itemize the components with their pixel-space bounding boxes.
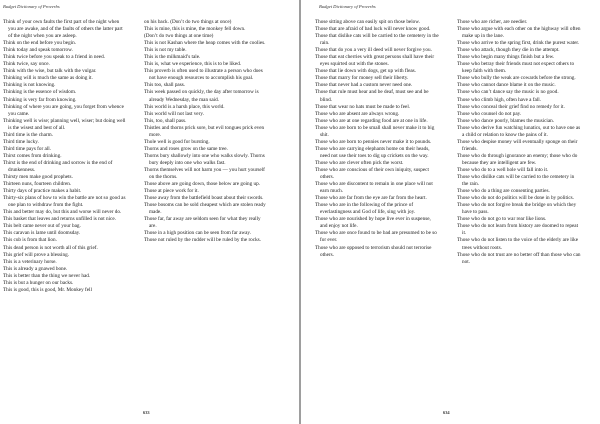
proverb-entry: This is good, this is good, Mr. Monkey fell bbox=[3, 286, 92, 293]
proverb-entry: This grief will prove a blessing. bbox=[3, 251, 69, 258]
proverb-entry: Those who climb high, often have a fall. bbox=[457, 96, 541, 103]
proverb-entry: Those who begin many things finish but a few. bbox=[457, 54, 555, 61]
proverb-entry: Think today and speak tomorrow. bbox=[3, 47, 73, 54]
proverb-entry: Thirteen nuns, fourteen children. bbox=[3, 181, 72, 188]
proverb-entry: This is not my table. bbox=[144, 47, 187, 54]
proverb-entry: Those who derive fun watching lunatics, out to have one as a child or relation to know the pains of it. bbox=[457, 124, 581, 138]
proverb-entry: Those sitting above can easily spit on those below. bbox=[315, 19, 420, 25]
proverb-entry: Think twice before you speak to a friend in need. bbox=[3, 54, 105, 61]
proverb-entry: Those who attack, though they die in the attempt. bbox=[457, 47, 560, 54]
proverb-entry: Those who arrive to the spring first, drink the purest water. bbox=[457, 40, 580, 47]
proverb-entry: This belt came never out of your bag. bbox=[3, 223, 81, 230]
proverb-entry: Thirst is the end of drinking and sorrow is the end of drunkenness. bbox=[3, 159, 113, 173]
proverb-entry: Thinking of where you are going, you forget from whence you came. bbox=[3, 103, 124, 117]
proverb-entry: Those who are once found to be bad are presumed to be so for ever. bbox=[315, 230, 437, 244]
proverb-entry: Those at piece work for it. bbox=[144, 188, 199, 195]
left-page-column-2 bbox=[144, 19, 268, 245]
proverb-entry: Those who can’t dance say the music is no good. bbox=[457, 89, 559, 96]
proverb-entry: Those who are absent are always wrong. bbox=[315, 110, 400, 117]
proverb-entry: This proverb is often used to illustrate a person who does not have enough resources to accomplish his goal. bbox=[144, 68, 263, 82]
proverb-entry: Those away from the battlefield boast about their swords. bbox=[144, 195, 264, 202]
proverb-entry: Thinking is not knowing. bbox=[3, 82, 56, 89]
proverb-entry: Those that are afraid of bad luck will never know good. bbox=[315, 26, 431, 33]
proverb-entry: Those who do not forgive break the bridge on which they have to pass. bbox=[457, 202, 577, 216]
proverb-entry: Those who are richer, are needier. bbox=[457, 19, 528, 25]
proverb-entry: This is a veterinary horse. bbox=[3, 258, 57, 265]
proverb-entry: Those that never had a custom never need one. bbox=[315, 82, 413, 89]
proverb-entry: This basket that leaves and returns unfilled is not nice. bbox=[3, 216, 116, 223]
proverb-entry: Third time pays for all. bbox=[3, 145, 51, 152]
proverb-entry: Those that eat cherries with great persons shall have their eyes squirted out with the stones. bbox=[315, 54, 435, 68]
proverb-entry: on his back. (Don’t do two things at once) bbox=[144, 19, 232, 25]
proverb-entry: This, too, shall pass. bbox=[144, 117, 187, 124]
proverb-entry: Those that marry for money sell their liberty. bbox=[315, 75, 409, 82]
proverb-entry: Thirty-six plans of how to win the battle are not so good as one plan to withdraw from the fight. bbox=[3, 195, 126, 209]
proverb-entry: Thorns themselves will not harm you — you hurt yourself on the thorns. bbox=[144, 166, 265, 181]
proverb-entry: Those who bully the weak are cowards before the strong. bbox=[457, 75, 576, 82]
proverb-entry: Those that do you a very ill deed will never forgive you. bbox=[315, 47, 432, 54]
left-page bbox=[0, 0, 299, 424]
proverb-entry: Those who are opposed to terrorism should not terrorise others. bbox=[315, 244, 432, 258]
proverb-entry: This is, what we experience, this is to be liked. bbox=[144, 61, 242, 68]
proverb-entry: Those who are nourished by hope live ever in suspense, and enjoy not life. bbox=[315, 216, 431, 230]
proverb-entry: Those who argue with each other on the highway will often make up in the lane. bbox=[457, 26, 581, 40]
proverb-entry: Those far, far away are seldom seen for what they really are. bbox=[144, 216, 261, 230]
right-page-column-1 bbox=[315, 19, 439, 259]
proverb-entry: Think with the wise, but talk with the vulgar. bbox=[3, 68, 97, 75]
proverb-entry: Those who do a thing are consenting parties. bbox=[457, 188, 550, 195]
proverb-entry: Thorns bury shallowly into one who walks slowly. Thorns bury deeply into one who walks fast. bbox=[144, 152, 265, 166]
proverb-entry: This cub is from that lion. bbox=[3, 237, 57, 244]
proverb-entry: Those who betray their friends must not expect others to keep faith with them. bbox=[457, 61, 575, 75]
proverb-entry: Those who do not trust are no better off than those who can not. bbox=[457, 251, 581, 265]
proverb-entry: Those in a high position can be seen from far away. bbox=[144, 230, 251, 237]
proverb-entry: Those that wear no hats must be made to feel. bbox=[315, 103, 411, 110]
proverb-entry: Those who are in the following of the prince of everlastingness and God of life, sing with joy. bbox=[315, 202, 416, 216]
proverb-entry: Those that rule must hear and be deaf, must see and be blind. bbox=[315, 89, 429, 103]
proverb-entry: Those who cannot dance blame it on the music. bbox=[457, 82, 556, 89]
proverb-entry: Those who are at one regarding food are at one in life. bbox=[315, 117, 428, 124]
proverb-entry: Thirsty men make good prophets. bbox=[3, 174, 73, 181]
proverb-entry: Thinking will is much the same as doing it. bbox=[3, 75, 93, 82]
proverb-entry: Those who are discontent to remain in one place will not earn much. bbox=[315, 181, 433, 195]
left-page-column-1 bbox=[3, 19, 127, 294]
proverb-entry: Those that lie down with dogs, get up with fleas. bbox=[315, 68, 416, 75]
proverb-entry: Thinking is very far from knowing. bbox=[3, 96, 77, 103]
proverb-entry: Thirty days of practice makes a habit. bbox=[3, 188, 82, 195]
proverb-entry: Third time lucky. bbox=[3, 138, 39, 145]
proverb-entry: This week passed on quickly, the day after tomorrow is already Wednesday, the man said. bbox=[144, 89, 259, 103]
page-number: 634 bbox=[443, 410, 450, 415]
proverb-entry: Those bosoms can be sold cheapest which are stolen ready made. bbox=[144, 202, 266, 216]
running-header: Budget Dictionary of Proverbs bbox=[319, 4, 376, 9]
proverb-entry: This world will not last very. bbox=[144, 110, 204, 117]
proverb-entry: This caravan is lame until doomsday. bbox=[3, 230, 81, 237]
proverb-entry: Those who do to a well hole will fall into it. bbox=[457, 166, 549, 173]
proverb-entry: Those who dislike cats will be carried to the cemetery in the rain. bbox=[457, 174, 575, 188]
proverb-entry: Those who do not do politics will be done in by politics. bbox=[457, 195, 574, 202]
proverb-entry: Thistles and thorns prick sore, but evil tongues prick even more. bbox=[144, 124, 265, 138]
proverb-entry: Those who counsel do not pay. bbox=[457, 110, 522, 117]
proverb-entry: (Don’t do two things at one time) bbox=[144, 33, 214, 40]
proverb-entry: Thirst comes from drinking. bbox=[3, 152, 62, 159]
proverb-entry: Those not ruled by the rudder will be ruled by the rocks. bbox=[144, 237, 261, 244]
proverb-entry: This is not Kashan where the heap comes with the coolies. bbox=[144, 40, 266, 47]
proverb-entry: Those who are carrying elephants home on their heads, need not use their toes to dig up crickets on the way. bbox=[315, 145, 430, 159]
proverb-entry: Those who dance poorly, blames the musician. bbox=[457, 117, 555, 124]
proverb-entry: Those who are conscious of their own iniquity, suspect others. bbox=[315, 166, 429, 181]
proverb-entry: Thole well is good for bursting. bbox=[144, 138, 210, 145]
proverb-entry: This dead person is not worth all of this grief. bbox=[3, 244, 98, 251]
proverb-entry: This is mine, this is mine, the monkey fell down. bbox=[144, 26, 246, 33]
proverb-entry: Those who do not go to war rear like lions. bbox=[457, 216, 547, 223]
page-number: 633 bbox=[143, 410, 150, 415]
proverb-entry: Think twice, say once. bbox=[3, 61, 50, 68]
proverb-entry: Those who conceal their grief find no remedy for it. bbox=[457, 103, 565, 110]
proverb-entry: Those who despise money will eventually sponge on their friends. bbox=[457, 138, 578, 152]
proverb-entry: Those who are far from the eye are far from the heart. bbox=[315, 195, 427, 202]
proverb-entry: Think on the end before you begin. bbox=[3, 40, 77, 47]
right-page-column-2 bbox=[457, 19, 581, 266]
proverb-entry: This is but a hunger on our backs. bbox=[3, 279, 74, 286]
right-page bbox=[301, 0, 600, 424]
proverb-entry: Those who are born to pennies never make it to pounds. bbox=[315, 138, 432, 145]
proverb-entry: This world is a harsh place, this world. bbox=[144, 103, 225, 110]
proverb-entry: This is better than the thing we never had. bbox=[3, 272, 91, 279]
proverb-entry: Those who do not learn from history are doomed to repeat it. bbox=[457, 223, 579, 237]
proverb-entry: Third time is the charm. bbox=[3, 131, 53, 138]
proverb-entry: Think of your own faults the first part of the night when you are awake, and of the faults of others the latter part of the night when you are asleep. bbox=[3, 19, 123, 40]
proverb-entry: This is already a gnawed bone. bbox=[3, 265, 68, 272]
proverb-entry: Those that dislike cats will be carried to the cemetery in the rain. bbox=[315, 33, 439, 47]
proverb-entry: Those who are born to be small shall never make it to big shit. bbox=[315, 124, 435, 138]
proverb-entry: Those who do not listen to the voice of the elderly are like trees without roots. bbox=[457, 237, 579, 251]
proverb-entry: Those above are going down, those below are going up. bbox=[144, 181, 260, 188]
proverb-entry: Those who are clever often pick the worst. bbox=[315, 159, 404, 166]
proverb-entry: Those who do through ignorance an enemy; those who do because they are intelligent are few. bbox=[457, 152, 578, 166]
running-header: Budget Dictionary of Proverbs bbox=[3, 4, 60, 9]
proverb-entry: This and better may do, but this and worse will never do. bbox=[3, 209, 122, 216]
proverb-entry: Thorns and roses grow on the same tree. bbox=[144, 145, 228, 152]
proverb-entry: This is the milkmaid’s tale. bbox=[144, 54, 201, 61]
proverb-entry: This too, shall pass. bbox=[144, 82, 186, 89]
proverb-entry: Thinking well is wise; planning well, wiser; but doing well is the wisest and best of all. bbox=[3, 117, 126, 131]
proverb-entry: Thinking is the essence of wisdom. bbox=[3, 89, 77, 96]
